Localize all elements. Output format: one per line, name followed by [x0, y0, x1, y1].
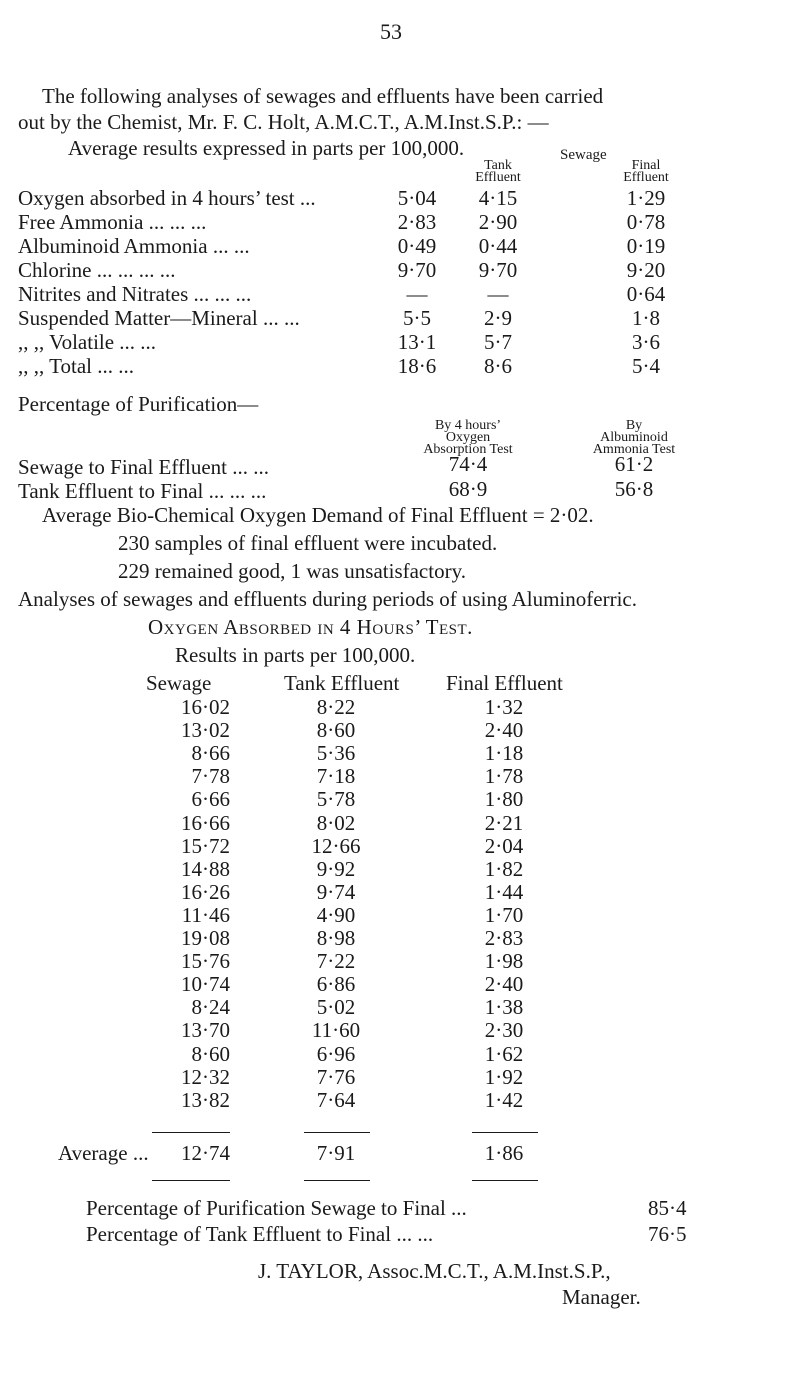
oxy-row-sewage: 8·60 [191, 1042, 230, 1066]
purif-col1-line1: By 4 hours’ [434, 418, 502, 433]
average-tank: 7·91 [316, 1141, 356, 1165]
oxy-row-sewage: 16·02 [181, 695, 230, 719]
oxy-row-sewage: 13·82 [181, 1088, 230, 1112]
oxy-row-sewage: 19·08 [181, 926, 230, 950]
col-header-tank-1: Tank [484, 158, 512, 173]
oxy-row-final: 1·32 [484, 695, 524, 719]
oxy-row-tank: 8·98 [316, 926, 356, 950]
avg-row-tank: 0·44 [478, 234, 518, 258]
purif-row-1-ammonia: 61·2 [614, 452, 654, 476]
avg-row-label: Nitrites and Nitrates ... ... ... [18, 282, 252, 306]
avg-row-tank: 8·6 [484, 354, 512, 378]
avg-row-sewage: 0·49 [397, 234, 437, 258]
oxy-row-final: 1·18 [484, 741, 524, 765]
avg-row-sewage: 13·1 [397, 330, 437, 354]
oxy-row-final: 2·21 [484, 811, 524, 835]
avg-row-sewage: 5·04 [397, 186, 437, 210]
avg-row-tank: 9·70 [478, 258, 518, 282]
page-number: 53 [380, 19, 402, 44]
col-header-final-2: Effluent [623, 170, 669, 185]
oxy-row-sewage: 13·70 [181, 1018, 230, 1042]
oxy-row-final: 1·42 [484, 1088, 524, 1112]
oxy-row-final: 2·30 [484, 1018, 524, 1042]
intro-line-2: out by the Chemist, Mr. F. C. Holt, A.M.C.T., A.M.Inst.S.P.: — [18, 110, 549, 134]
oxy-row-tank: 8·60 [316, 718, 356, 742]
oxy-row-tank: 8·02 [316, 811, 356, 835]
oxy-row-tank: 6·96 [316, 1042, 356, 1066]
oxy-row-tank: 7·76 [316, 1065, 356, 1089]
oxy-row-sewage: 15·76 [181, 949, 230, 973]
oxy-row-final: 2·83 [484, 926, 524, 950]
oxy-row-sewage: 13·02 [181, 718, 230, 742]
oxy-row-sewage: 7·78 [191, 764, 230, 788]
avg-row-tank: 5·7 [484, 330, 512, 354]
avg-row-label: Free Ammonia ... ... ... [18, 210, 207, 234]
avg-row-sewage: — [406, 282, 428, 306]
divider [152, 1180, 230, 1181]
avg-row-label: Oxygen absorbed in 4 hours’ test ... [18, 186, 316, 210]
average-results-heading: Average results expressed in parts per 100,000. [68, 136, 465, 160]
oxy-row-tank: 12·66 [311, 834, 361, 858]
purif-col2-line3: Ammonia Test [592, 442, 676, 457]
purif-row-1-oxygen: 74·4 [448, 452, 488, 476]
bod-note: Average Bio-Chemical Oxygen Demand of Final Effluent = 2·02. [42, 503, 594, 527]
samples-note: 230 samples of final effluent were incubated. [118, 531, 498, 555]
intro-line-1: The following analyses of sewages and effluents have been carried [42, 84, 604, 108]
oxy-row-tank: 11·60 [311, 1018, 361, 1042]
oxy-row-sewage: 16·66 [181, 811, 230, 835]
average-sewage: 12·74 [181, 1141, 230, 1165]
purif-row-2-ammonia: 56·8 [614, 477, 654, 501]
avg-row-label: ,, ,, Volatile ... ... [18, 330, 157, 354]
oxy-row-tank: 4·90 [316, 903, 356, 927]
oxy-row-tank: 8·22 [316, 695, 356, 719]
divider [152, 1132, 230, 1133]
purif-row-2-label: Tank Effluent to Final ... ... ... [18, 479, 267, 503]
avg-row-label: Suspended Matter—Mineral ... ... [18, 306, 300, 330]
oxy-row-final: 1·38 [484, 995, 524, 1019]
oxy-row-final: 1·44 [484, 880, 524, 904]
oxy-row-final: 2·40 [484, 718, 524, 742]
oxy-row-tank: 6·86 [316, 972, 356, 996]
final-pct-1-value: 85·4 [648, 1196, 687, 1220]
average-final: 1·86 [484, 1141, 524, 1165]
purif-col2-line1: By [625, 418, 643, 433]
oxy-row-sewage: 8·24 [191, 995, 230, 1019]
oxy-row-tank: 7·18 [316, 764, 356, 788]
oxygen-header-sewage: Sewage [146, 671, 212, 695]
oxy-row-tank: 7·64 [316, 1088, 356, 1112]
avg-row-sewage: 2·83 [397, 210, 437, 234]
avg-row-final: 9·20 [626, 258, 666, 282]
oxy-row-final: 1·92 [484, 1065, 524, 1089]
oxy-row-sewage: 15·72 [181, 834, 230, 858]
oxy-row-sewage: 12·32 [181, 1065, 230, 1089]
oxy-row-sewage: 6·66 [191, 787, 230, 811]
oxygen-header-tank: Tank Effluent [284, 671, 400, 695]
avg-row-sewage: 9·70 [397, 258, 437, 282]
avg-row-sewage: 5·5 [403, 306, 431, 330]
purif-row-1-label: Sewage to Final Effluent ... ... [18, 455, 269, 479]
oxy-row-sewage: 10·74 [181, 972, 230, 996]
avg-row-final: 5·4 [632, 354, 660, 378]
avg-row-final: 3·6 [632, 330, 660, 354]
oxy-row-tank: 7·22 [316, 949, 356, 973]
avg-row-final: 1·29 [626, 186, 666, 210]
col-header-tank-2: Effluent [475, 170, 521, 185]
divider [304, 1132, 370, 1133]
oxy-row-sewage: 14·88 [181, 857, 230, 881]
oxy-row-final: 1·70 [484, 903, 524, 927]
avg-row-label: Albuminoid Ammonia ... ... [18, 234, 250, 258]
oxy-row-sewage: 8·66 [191, 741, 230, 765]
avg-row-tank: 2·90 [478, 210, 518, 234]
oxy-row-final: 1·78 [484, 764, 524, 788]
oxy-row-sewage: 11·46 [181, 903, 230, 927]
oxy-row-tank: 9·92 [316, 857, 356, 881]
final-pct-2-label: Percentage of Tank Effluent to Final ... ... [86, 1222, 434, 1246]
final-pct-2-value: 76·5 [648, 1222, 687, 1246]
col-header-sewage: Sewage [560, 147, 607, 163]
average-label: Average ... [58, 1141, 149, 1165]
avg-row-final: 0·64 [626, 282, 666, 306]
divider [472, 1180, 538, 1181]
divider [304, 1180, 370, 1181]
purif-col1-line3: Absorption Test [423, 442, 513, 457]
avg-row-final: 1·8 [632, 306, 660, 330]
oxy-row-tank: 5·02 [316, 995, 356, 1019]
oxy-row-final: 1·98 [484, 949, 524, 973]
oxy-row-final: 2·04 [484, 834, 524, 858]
avg-row-tank: — [487, 282, 509, 306]
aluminoferric-note: Analyses of sewages and effluents during periods of using Aluminoferric. [18, 587, 637, 611]
avg-row-tank: 4·15 [478, 186, 518, 210]
avg-row-sewage: 18·6 [397, 354, 437, 378]
col-header-final-1: Final [631, 158, 661, 173]
oxy-row-sewage: 16·26 [181, 880, 230, 904]
oxygen-test-title: Oxygen Absorbed in 4 Hours’ Test. [148, 615, 473, 639]
avg-row-tank: 2·9 [484, 306, 512, 330]
oxy-row-final: 1·82 [484, 857, 524, 881]
divider [472, 1132, 538, 1133]
avg-row-label: Chlorine ... ... ... ... [18, 258, 176, 282]
oxy-row-tank: 5·36 [316, 741, 356, 765]
purif-col1-line2: Oxygen [445, 430, 491, 445]
purif-row-2-oxygen: 68·9 [448, 477, 488, 501]
oxy-row-final: 2·40 [484, 972, 524, 996]
purif-col2-line2: Albuminoid [600, 430, 668, 445]
final-pct-1-label: Percentage of Purification Sewage to Final ... [86, 1196, 467, 1220]
oxy-row-tank: 9·74 [316, 880, 356, 904]
oxy-row-tank: 5·78 [316, 787, 356, 811]
oxy-row-final: 1·80 [484, 787, 524, 811]
signature-name: J. TAYLOR, Assoc.M.C.T., A.M.Inst.S.P., [258, 1259, 611, 1283]
avg-row-final: 0·19 [626, 234, 666, 258]
signature-title: Manager. [562, 1285, 641, 1309]
purification-heading: Percentage of Purification— [18, 392, 259, 416]
remained-note: 229 remained good, 1 was unsatisfactory. [118, 559, 466, 583]
oxygen-header-final: Final Effluent [446, 671, 563, 695]
oxy-row-final: 1·62 [484, 1042, 524, 1066]
oxygen-test-subtitle: Results in parts per 100,000. [175, 643, 416, 667]
avg-row-final: 0·78 [626, 210, 666, 234]
avg-row-label: ,, ,, Total ... ... [18, 354, 134, 378]
